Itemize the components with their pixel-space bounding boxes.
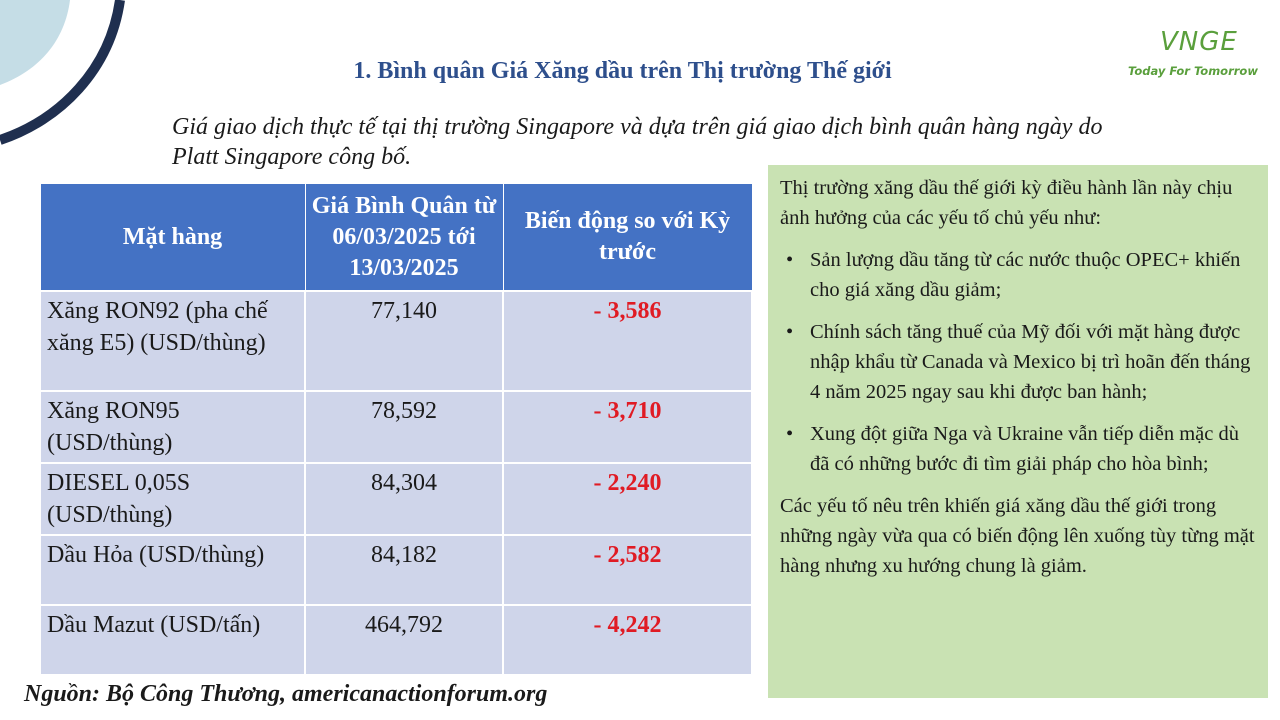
bullet-icon: • [786,423,794,445]
factor-text: Xung đột giữa Nga và Ukraine vẫn tiếp diễn mặc dù đã có những bước đi tìm giải pháp cho hòa bình; [810,423,1239,475]
analysis-conclusion: Các yếu tố nêu trên khiến giá xăng dầu thế giới trong những ngày vừa qua có biến động lên xuống tùy từng mặt hàng nhưng xu hướng chung là giảm. [780,495,1255,577]
list-item [780,317,1258,407]
source-note: Nguồn: Bộ Công Thương, americanactionforum.org [24,681,548,707]
change-cell: - 2,240 [503,463,752,535]
table-header-row [40,184,752,292]
item-cell: Dầu Mazut (USD/tấn) [40,605,305,675]
logo-mark: VNGE [1160,27,1238,57]
item-cell: Xăng RON92 (pha chế xăng E5) (USD/thùng) [40,291,305,391]
header-change: Biến động so với Kỳ trước [503,184,752,292]
analysis-intro: Thị trường xăng dầu thế giới kỳ điều hành lần này chịu ảnh hưởng của các yếu tố chủ yếu như: [780,177,1233,229]
item-cell: Xăng RON95 (USD/thùng) [40,391,305,463]
factor-text: Sản lượng dầu tăng từ các nước thuộc OPEC+ khiến cho giá xăng dầu giảm; [810,249,1241,301]
item-cell: Dầu Hỏa (USD/thùng) [40,535,305,605]
list-item [780,245,1258,305]
price-cell: 464,792 [305,605,503,675]
price-cell: 78,592 [305,391,503,463]
header-avg-price: Giá Bình Quân từ 06/03/2025 tới 13/03/2025 [305,184,503,292]
table-row [40,605,752,675]
price-cell: 84,182 [305,535,503,605]
table-row [40,535,752,605]
change-cell: - 3,586 [503,291,752,391]
change-cell: - 3,710 [503,391,752,463]
bullet-icon: • [786,249,794,271]
change-cell: - 4,242 [503,605,752,675]
table-row [40,291,752,391]
price-cell: 84,304 [305,463,503,535]
change-cell: - 2,582 [503,535,752,605]
table-row [40,463,752,535]
analysis-box [768,165,1268,698]
item-cell: DIESEL 0,05S (USD/thùng) [40,463,305,535]
price-table [39,183,753,676]
logo-slogan: Today For Tomorrow [1128,64,1258,78]
price-cell: 77,140 [305,291,503,391]
intro-text: Giá giao dịch thực tế tại thị trường Singapore và dựa trên giá giao dịch bình quân hàng ngày do Platt Singapore công bố. [172,114,1103,170]
list-item [780,419,1258,479]
table-row [40,391,752,463]
factor-list [780,245,1258,479]
bullet-icon: • [786,321,794,343]
factor-text: Chính sách tăng thuế của Mỹ đối với mặt hàng được nhập khẩu từ Canada và Mexico bị trì hoãn đến tháng 4 năm 2025 ngay sau khi được ban hành; [810,321,1251,403]
header-item: Mặt hàng [40,184,305,292]
page-title: 1. Bình quân Giá Xăng dầu trên Thị trường Thế giới [353,58,892,84]
